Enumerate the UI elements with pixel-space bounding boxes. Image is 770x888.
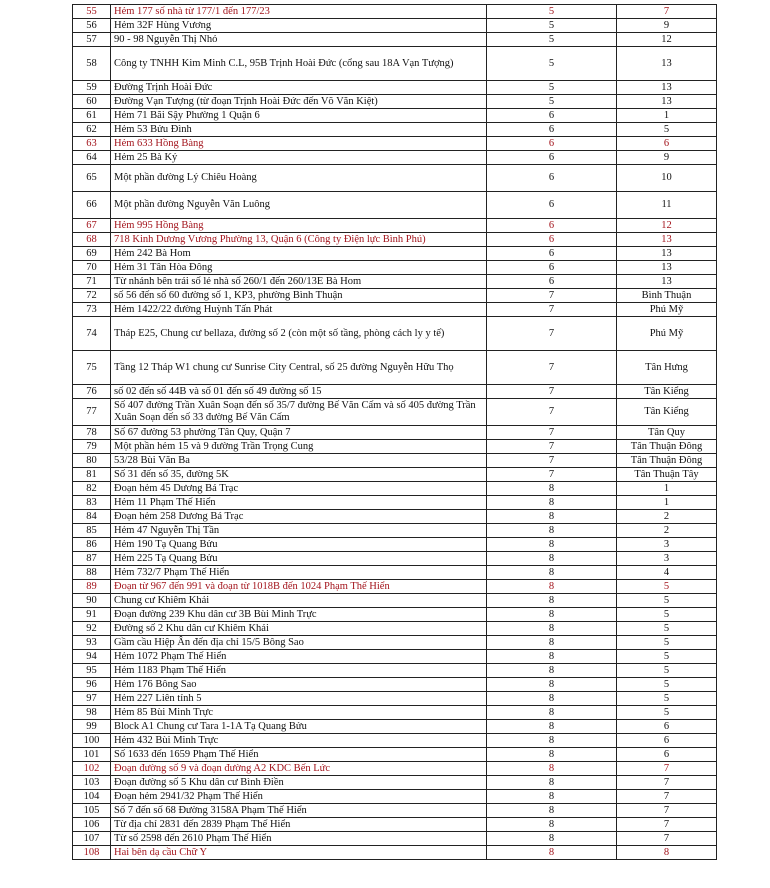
row-number-cell: 96 [73, 678, 111, 692]
ward-cell: Phú Mỹ [617, 317, 717, 351]
location-name-cell: Hẻm 227 Liên tỉnh 5 [111, 692, 487, 706]
district-cell: 8 [487, 720, 617, 734]
row-number-cell: 57 [73, 33, 111, 47]
table-row [73, 706, 717, 720]
locations-table [72, 4, 717, 860]
district-cell: 8 [487, 762, 617, 776]
location-name-cell: Hẻm 1072 Phạm Thế Hiển [111, 650, 487, 664]
table-row [73, 468, 717, 482]
district-cell: 6 [487, 219, 617, 233]
ward-cell: 5 [617, 678, 717, 692]
ward-cell: 4 [617, 566, 717, 580]
table-row [73, 399, 717, 426]
location-name-cell: Đoạn hẻm 2941/32 Phạm Thế Hiển [111, 790, 487, 804]
table-row [73, 776, 717, 790]
ward-cell: 7 [617, 762, 717, 776]
row-number-cell: 85 [73, 524, 111, 538]
ward-cell: 6 [617, 137, 717, 151]
district-cell: 6 [487, 261, 617, 275]
ward-cell: 11 [617, 192, 717, 219]
ward-cell: 5 [617, 608, 717, 622]
ward-cell: 13 [617, 247, 717, 261]
row-number-cell: 55 [73, 5, 111, 19]
district-cell: 8 [487, 846, 617, 860]
row-number-cell: 91 [73, 608, 111, 622]
ward-cell: 6 [617, 748, 717, 762]
row-number-cell: 70 [73, 261, 111, 275]
location-name-cell: Hẻm 1183 Phạm Thế Hiển [111, 664, 487, 678]
table-row [73, 192, 717, 219]
district-cell: 8 [487, 678, 617, 692]
row-number-cell: 59 [73, 81, 111, 95]
location-name-cell: Tầng 12 Tháp W1 chung cư Sunrise City Central, số 25 đường Nguyễn Hữu Thọ [111, 351, 487, 385]
table-row [73, 151, 717, 165]
location-name-cell: Tháp E25, Chung cư bellaza, đường số 2 (còn một số tầng, phòng cách ly y tế) [111, 317, 487, 351]
table-row [73, 261, 717, 275]
table-row [73, 33, 717, 47]
district-cell: 8 [487, 594, 617, 608]
table-row [73, 748, 717, 762]
row-number-cell: 86 [73, 538, 111, 552]
row-number-cell: 99 [73, 720, 111, 734]
district-cell: 8 [487, 692, 617, 706]
table-row [73, 233, 717, 247]
row-number-cell: 101 [73, 748, 111, 762]
row-number-cell: 78 [73, 426, 111, 440]
ward-cell: 12 [617, 33, 717, 47]
row-number-cell: 92 [73, 622, 111, 636]
ward-cell: 13 [617, 261, 717, 275]
row-number-cell: 65 [73, 165, 111, 192]
ward-cell: 2 [617, 524, 717, 538]
ward-cell: Phú Mỹ [617, 303, 717, 317]
row-number-cell: 87 [73, 552, 111, 566]
location-name-cell: Hẻm 225 Tạ Quang Bửu [111, 552, 487, 566]
ward-cell: 9 [617, 19, 717, 33]
district-cell: 7 [487, 440, 617, 454]
location-name-cell: Hẻm 71 Bãi Sậy Phường 1 Quận 6 [111, 109, 487, 123]
table-row [73, 19, 717, 33]
district-cell: 8 [487, 636, 617, 650]
row-number-cell: 76 [73, 385, 111, 399]
ward-cell: 13 [617, 275, 717, 289]
table-row [73, 664, 717, 678]
row-number-cell: 60 [73, 95, 111, 109]
table-row [73, 5, 717, 19]
ward-cell: 5 [617, 664, 717, 678]
row-number-cell: 72 [73, 289, 111, 303]
table-row [73, 636, 717, 650]
ward-cell: 3 [617, 538, 717, 552]
table-row [73, 275, 717, 289]
district-cell: 7 [487, 385, 617, 399]
row-number-cell: 103 [73, 776, 111, 790]
row-number-cell: 93 [73, 636, 111, 650]
district-cell: 6 [487, 109, 617, 123]
location-name-cell: Số 67 đường 53 phường Tân Quy, Quận 7 [111, 426, 487, 440]
table-row [73, 608, 717, 622]
district-cell: 7 [487, 426, 617, 440]
row-number-cell: 79 [73, 440, 111, 454]
row-number-cell: 74 [73, 317, 111, 351]
ward-cell: Tân Thuận Tây [617, 468, 717, 482]
ward-cell: 3 [617, 552, 717, 566]
location-name-cell: Hẻm 1422/22 đường Huỳnh Tấn Phát [111, 303, 487, 317]
location-name-cell: Đoạn đường số 9 và đoạn đường A2 KDC Bến Lức [111, 762, 487, 776]
table-row [73, 303, 717, 317]
row-number-cell: 90 [73, 594, 111, 608]
table-row [73, 81, 717, 95]
table-row [73, 219, 717, 233]
district-cell: 8 [487, 622, 617, 636]
ward-cell: 13 [617, 81, 717, 95]
row-number-cell: 67 [73, 219, 111, 233]
row-number-cell: 105 [73, 804, 111, 818]
table-row [73, 804, 717, 818]
district-cell: 6 [487, 247, 617, 261]
row-number-cell: 82 [73, 482, 111, 496]
ward-cell: 1 [617, 109, 717, 123]
row-number-cell: 107 [73, 832, 111, 846]
table-row [73, 482, 717, 496]
location-name-cell: Một phần đường Lý Chiêu Hoàng [111, 165, 487, 192]
row-number-cell: 58 [73, 47, 111, 81]
district-cell: 7 [487, 351, 617, 385]
row-number-cell: 64 [73, 151, 111, 165]
district-cell: 8 [487, 608, 617, 622]
row-number-cell: 63 [73, 137, 111, 151]
table-row [73, 762, 717, 776]
location-name-cell: Số 7 đến số 68 Đường 3158A Phạm Thế Hiển [111, 804, 487, 818]
row-number-cell: 100 [73, 734, 111, 748]
district-cell: 8 [487, 650, 617, 664]
table-row [73, 650, 717, 664]
district-cell: 6 [487, 233, 617, 247]
district-cell: 8 [487, 510, 617, 524]
district-cell: 8 [487, 804, 617, 818]
table-row [73, 165, 717, 192]
location-name-cell: Hẻm 995 Hồng Bàng [111, 219, 487, 233]
location-name-cell: Đường số 2 Khu dân cư Khiêm Khải [111, 622, 487, 636]
district-cell: 5 [487, 95, 617, 109]
district-cell: 7 [487, 468, 617, 482]
row-number-cell: 71 [73, 275, 111, 289]
location-name-cell: Hẻm 732/7 Phạm Thế Hiển [111, 566, 487, 580]
location-name-cell: Gầm cầu Hiệp Ân đến địa chỉ 15/5 Bông Sao [111, 636, 487, 650]
row-number-cell: 104 [73, 790, 111, 804]
location-name-cell: Hẻm 11 Phạm Thế Hiển [111, 496, 487, 510]
ward-cell: 5 [617, 594, 717, 608]
ward-cell: 13 [617, 95, 717, 109]
district-cell: 6 [487, 165, 617, 192]
row-number-cell: 84 [73, 510, 111, 524]
district-cell: 7 [487, 289, 617, 303]
district-cell: 7 [487, 303, 617, 317]
row-number-cell: 80 [73, 454, 111, 468]
table-row [73, 317, 717, 351]
district-cell: 5 [487, 33, 617, 47]
row-number-cell: 83 [73, 496, 111, 510]
ward-cell: 5 [617, 622, 717, 636]
ward-cell: 5 [617, 692, 717, 706]
table-row [73, 552, 717, 566]
table-row [73, 137, 717, 151]
location-name-cell: Hẻm 25 Bà Ký [111, 151, 487, 165]
ward-cell: Tân Kiểng [617, 399, 717, 426]
row-number-cell: 95 [73, 664, 111, 678]
location-name-cell: Block A1 Chung cư Tara 1-1A Tạ Quang Bửu [111, 720, 487, 734]
row-number-cell: 56 [73, 19, 111, 33]
district-cell: 8 [487, 566, 617, 580]
table-row [73, 538, 717, 552]
row-number-cell: 106 [73, 818, 111, 832]
row-number-cell: 68 [73, 233, 111, 247]
location-name-cell: Công ty TNHH Kim Minh C.L, 95B Trịnh Hoài Đức (cổng sau 18A Vạn Tượng) [111, 47, 487, 81]
ward-cell: 6 [617, 734, 717, 748]
ward-cell: 10 [617, 165, 717, 192]
row-number-cell: 98 [73, 706, 111, 720]
location-name-cell: Đoạn đường 239 Khu dân cư 3B Bùi Minh Trực [111, 608, 487, 622]
location-name-cell: Hai bên dạ cầu Chữ Y [111, 846, 487, 860]
row-number-cell: 77 [73, 399, 111, 426]
location-name-cell: Hẻm 190 Tạ Quang Bửu [111, 538, 487, 552]
ward-cell: Tân Hưng [617, 351, 717, 385]
table-row [73, 524, 717, 538]
district-cell: 6 [487, 275, 617, 289]
location-name-cell: Đường Trịnh Hoài Đức [111, 81, 487, 95]
district-cell: 8 [487, 482, 617, 496]
district-cell: 8 [487, 832, 617, 846]
table-row [73, 580, 717, 594]
district-cell: 6 [487, 151, 617, 165]
table-row [73, 289, 717, 303]
district-cell: 5 [487, 47, 617, 81]
ward-cell: 7 [617, 804, 717, 818]
district-cell: 5 [487, 19, 617, 33]
location-name-cell: 53/28 Bùi Văn Ba [111, 454, 487, 468]
ward-cell: 1 [617, 496, 717, 510]
table-row [73, 622, 717, 636]
district-cell: 8 [487, 776, 617, 790]
location-name-cell: số 02 đến số 44B và số 01 đến số 49 đường số 15 [111, 385, 487, 399]
ward-cell: Tân Kiểng [617, 385, 717, 399]
table-row [73, 832, 717, 846]
row-number-cell: 69 [73, 247, 111, 261]
row-number-cell: 66 [73, 192, 111, 219]
table-row [73, 95, 717, 109]
district-cell: 7 [487, 399, 617, 426]
table-row [73, 247, 717, 261]
row-number-cell: 62 [73, 123, 111, 137]
ward-cell: 7 [617, 832, 717, 846]
ward-cell: 5 [617, 706, 717, 720]
table-body [73, 5, 717, 860]
district-cell: 8 [487, 748, 617, 762]
ward-cell: 7 [617, 818, 717, 832]
district-cell: 8 [487, 524, 617, 538]
ward-cell: 8 [617, 846, 717, 860]
location-name-cell: Hẻm 85 Bùi Minh Trực [111, 706, 487, 720]
location-name-cell: Số 407 đường Trần Xuân Soạn đến số 35/7 đường Bế Văn Cấm và số 405 đường Trần Xuân Soạn đến số 33 đường Bế Văn Cấm [111, 399, 487, 426]
district-cell: 7 [487, 454, 617, 468]
row-number-cell: 88 [73, 566, 111, 580]
location-name-cell: Từ nhánh bên trái số lẻ nhà số 260/1 đến 260/13E Bà Hom [111, 275, 487, 289]
ward-cell: 2 [617, 510, 717, 524]
ward-cell: 12 [617, 219, 717, 233]
location-name-cell: Hẻm 176 Bông Sao [111, 678, 487, 692]
table-row [73, 678, 717, 692]
district-cell: 8 [487, 664, 617, 678]
district-cell: 5 [487, 5, 617, 19]
table-row [73, 454, 717, 468]
location-name-cell: Số 31 đến số 35, đường 5K [111, 468, 487, 482]
table-row [73, 426, 717, 440]
district-cell: 8 [487, 706, 617, 720]
ward-cell: 6 [617, 720, 717, 734]
location-name-cell: Một phần hẻm 15 và 9 đường Trần Trọng Cung [111, 440, 487, 454]
ward-cell: 13 [617, 47, 717, 81]
district-cell: 6 [487, 123, 617, 137]
district-cell: 8 [487, 496, 617, 510]
location-name-cell: 90 - 98 Nguyễn Thị Nhỏ [111, 33, 487, 47]
location-name-cell: Một phần đường Nguyễn Văn Luông [111, 192, 487, 219]
table-row [73, 351, 717, 385]
district-cell: 8 [487, 552, 617, 566]
district-cell: 8 [487, 734, 617, 748]
ward-cell: 5 [617, 636, 717, 650]
ward-cell: Bình Thuận [617, 289, 717, 303]
location-name-cell: Số 1633 đến 1659 Phạm Thế Hiển [111, 748, 487, 762]
table-row [73, 692, 717, 706]
location-name-cell: Hẻm 633 Hồng Bàng [111, 137, 487, 151]
location-name-cell: Đoạn đường số 5 Khu dân cư Bình Điền [111, 776, 487, 790]
location-name-cell: Đoạn từ 967 đến 991 và đoạn từ 1018B đến 1024 Phạm Thế Hiển [111, 580, 487, 594]
table-row [73, 846, 717, 860]
table-row [73, 440, 717, 454]
district-cell: 6 [487, 192, 617, 219]
row-number-cell: 89 [73, 580, 111, 594]
table-row [73, 109, 717, 123]
district-cell: 8 [487, 790, 617, 804]
ward-cell: 5 [617, 650, 717, 664]
district-cell: 5 [487, 81, 617, 95]
row-number-cell: 73 [73, 303, 111, 317]
location-name-cell: Hẻm 177 số nhà từ 177/1 đến 177/23 [111, 5, 487, 19]
row-number-cell: 102 [73, 762, 111, 776]
district-cell: 6 [487, 137, 617, 151]
ward-cell: 5 [617, 580, 717, 594]
table-row [73, 385, 717, 399]
location-name-cell: số 56 đến số 60 đường số 1, KP3, phường Bình Thuận [111, 289, 487, 303]
row-number-cell: 75 [73, 351, 111, 385]
location-name-cell: Đoạn hẻm 45 Dương Bá Trạc [111, 482, 487, 496]
ward-cell: Tân Thuận Đông [617, 440, 717, 454]
location-name-cell: Hẻm 242 Bà Hom [111, 247, 487, 261]
location-name-cell: Hẻm 432 Bùi Minh Trực [111, 734, 487, 748]
table-row [73, 496, 717, 510]
ward-cell: 7 [617, 776, 717, 790]
ward-cell: 1 [617, 482, 717, 496]
row-number-cell: 81 [73, 468, 111, 482]
ward-cell: 7 [617, 790, 717, 804]
table-row [73, 818, 717, 832]
location-name-cell: Chung cư Khiêm Khải [111, 594, 487, 608]
district-cell: 7 [487, 317, 617, 351]
district-cell: 8 [487, 818, 617, 832]
table-row [73, 510, 717, 524]
table-row [73, 790, 717, 804]
row-number-cell: 108 [73, 846, 111, 860]
location-name-cell: Từ số 2598 đến 2610 Phạm Thế Hiển [111, 832, 487, 846]
table-row [73, 734, 717, 748]
district-cell: 8 [487, 580, 617, 594]
location-name-cell: Đường Vạn Tượng (từ đoạn Trịnh Hoài Đức đến Võ Văn Kiệt) [111, 95, 487, 109]
ward-cell: 5 [617, 123, 717, 137]
table-row [73, 566, 717, 580]
row-number-cell: 61 [73, 109, 111, 123]
location-name-cell: Từ địa chỉ 2831 đến 2839 Phạm Thế Hiển [111, 818, 487, 832]
table-row [73, 47, 717, 81]
table-row [73, 720, 717, 734]
ward-cell: 9 [617, 151, 717, 165]
ward-cell: 13 [617, 233, 717, 247]
ward-cell: 7 [617, 5, 717, 19]
location-name-cell: 718 Kinh Dương Vương Phường 13, Quận 6 (Công ty Điện lực Bình Phú) [111, 233, 487, 247]
row-number-cell: 97 [73, 692, 111, 706]
location-name-cell: Đoạn hẻm 258 Dương Bá Trạc [111, 510, 487, 524]
table-row [73, 594, 717, 608]
table-row [73, 123, 717, 137]
district-cell: 8 [487, 538, 617, 552]
location-name-cell: Hẻm 32F Hùng Vương [111, 19, 487, 33]
location-name-cell: Hẻm 53 Bửu Đình [111, 123, 487, 137]
ward-cell: Tân Thuận Đông [617, 454, 717, 468]
ward-cell: Tân Quy [617, 426, 717, 440]
location-name-cell: Hẻm 31 Tân Hòa Đông [111, 261, 487, 275]
location-name-cell: Hẻm 47 Nguyễn Thị Tần [111, 524, 487, 538]
row-number-cell: 94 [73, 650, 111, 664]
